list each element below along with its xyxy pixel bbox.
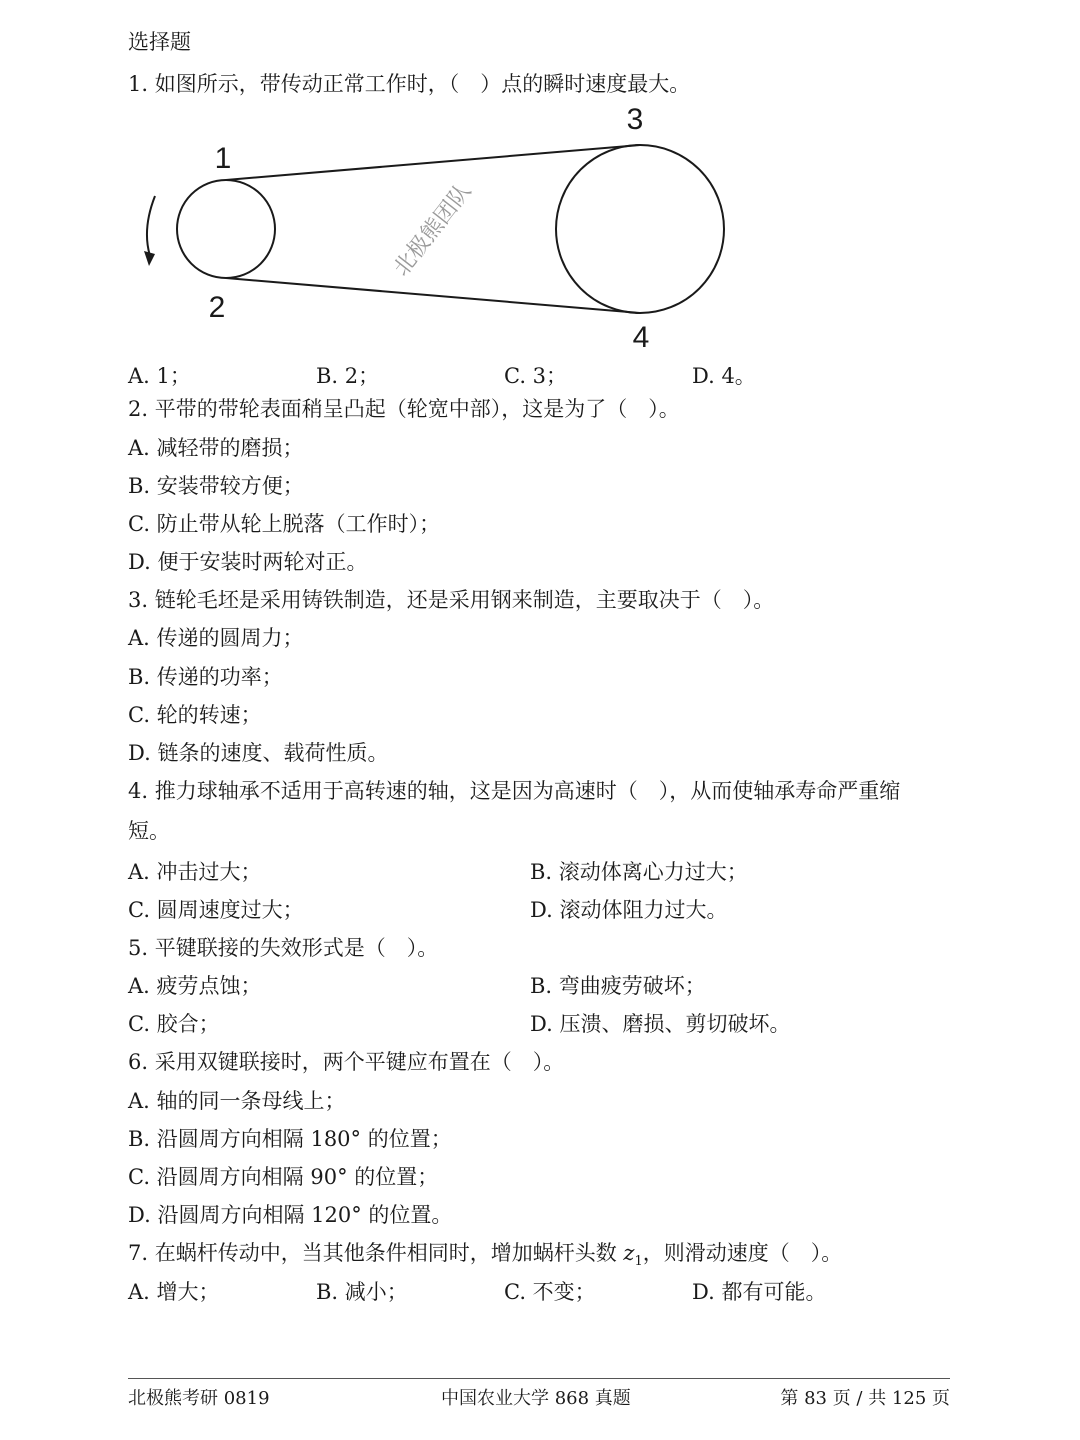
q4-option-d: D. 滚动体阻力过大。 — [530, 898, 728, 922]
q6-option-a: A. 轴的同一条母线上； — [128, 1089, 346, 1113]
q7-option-d: D. 都有可能。 — [692, 1280, 827, 1304]
question-7-stem-after: ，则滑动速度（ ）。 — [642, 1241, 843, 1265]
footer-page-number: 第 83 页 / 共 125 页 — [780, 1388, 950, 1409]
belt-upper-span — [226, 145, 640, 180]
q2-option-d: D. 便于安装时两轮对正。 — [128, 550, 368, 574]
question-4-stem-line1: 4. 推力球轴承不适用于高转速的轴，这是因为高速时（ ），从而使轴承寿命严重缩 — [128, 779, 901, 803]
q3-option-d: D. 链条的速度、载荷性质。 — [128, 741, 389, 765]
q2-option-c: C. 防止带从轮上脱落（工作时）； — [128, 512, 441, 536]
question-7-stem — [128, 1238, 842, 1277]
belt-lower-span — [226, 278, 640, 313]
q7-option-c: C. 不变； — [504, 1280, 596, 1304]
point-label-1: 1 — [214, 142, 232, 175]
point-label-3: 3 — [626, 104, 644, 136]
footer-center: 中国农业大学 868 真题 — [441, 1388, 631, 1409]
belt-drive-diagram — [128, 104, 748, 354]
q4-option-a: A. 冲击过大； — [128, 860, 262, 884]
q3-option-c: C. 轮的转速； — [128, 703, 262, 727]
question-1-stem: 1. 如图所示，带传动正常工作时，（ ）点的瞬时速度最大。 — [128, 72, 691, 96]
watermark-text: 北极熊团队 — [389, 178, 477, 282]
q3-option-b: B. 传递的功率； — [128, 665, 283, 689]
question-7-stem-before: 7. 在蜗杆传动中，当其他条件相同时，增加蜗杆头数 — [128, 1241, 624, 1265]
q4-option-c: C. 圆周速度过大； — [128, 898, 304, 922]
footer-divider — [128, 1378, 950, 1379]
variable-z-subscript: 1 — [634, 1254, 643, 1270]
q5-option-a: A. 疲劳点蚀； — [128, 974, 262, 998]
q1-option-b: B. 2； — [316, 364, 380, 388]
q4-option-b: B. 滚动体离心力过大； — [530, 860, 748, 884]
q7-option-b: B. 减小； — [316, 1280, 408, 1304]
q2-option-b: B. 安装带较方便； — [128, 474, 304, 498]
point-label-4: 4 — [632, 321, 650, 354]
question-2-stem: 2. 平带的带轮表面稍呈凸起（轮宽中部），这是为了（ ）。 — [128, 397, 680, 421]
large-pulley — [556, 145, 724, 313]
q5-option-b: B. 弯曲疲劳破坏； — [530, 974, 706, 998]
q6-option-b: B. 沿圆周方向相隔 180° 的位置； — [128, 1127, 452, 1151]
footer-left: 北极熊考研 0819 — [128, 1388, 270, 1409]
question-3-stem: 3. 链轮毛坯是采用铸铁制造，还是采用钢来制造，主要取决于（ ）。 — [128, 588, 775, 612]
point-label-2: 2 — [208, 291, 226, 324]
rotation-arrowhead-icon — [144, 251, 155, 266]
variable-z: z — [623, 1241, 635, 1265]
q5-option-d: D. 压溃、磨损、剪切破坏。 — [530, 1012, 791, 1036]
q3-option-a: A. 传递的圆周力； — [128, 626, 304, 650]
q6-option-d: D. 沿圆周方向相隔 120° 的位置。 — [128, 1203, 453, 1227]
q6-option-c: C. 沿圆周方向相隔 90° 的位置； — [128, 1165, 439, 1189]
q1-option-a: A. 1； — [128, 364, 191, 388]
rotation-arrow — [147, 196, 155, 256]
small-pulley — [177, 180, 275, 278]
q7-option-a: A. 增大； — [128, 1280, 220, 1304]
question-5-stem: 5. 平键联接的失效形式是（ ）。 — [128, 936, 439, 960]
section-title: 选择题 — [128, 30, 191, 54]
question-4-stem-line2: 短。 — [128, 819, 170, 843]
q2-option-a: A. 减轻带的磨损； — [128, 436, 304, 460]
q1-option-d: D. 4。 — [692, 364, 756, 388]
q1-option-c: C. 3； — [504, 364, 568, 388]
question-6-stem: 6. 采用双键联接时，两个平键应布置在（ ）。 — [128, 1050, 565, 1074]
q5-option-c: C. 胶合； — [128, 1012, 220, 1036]
